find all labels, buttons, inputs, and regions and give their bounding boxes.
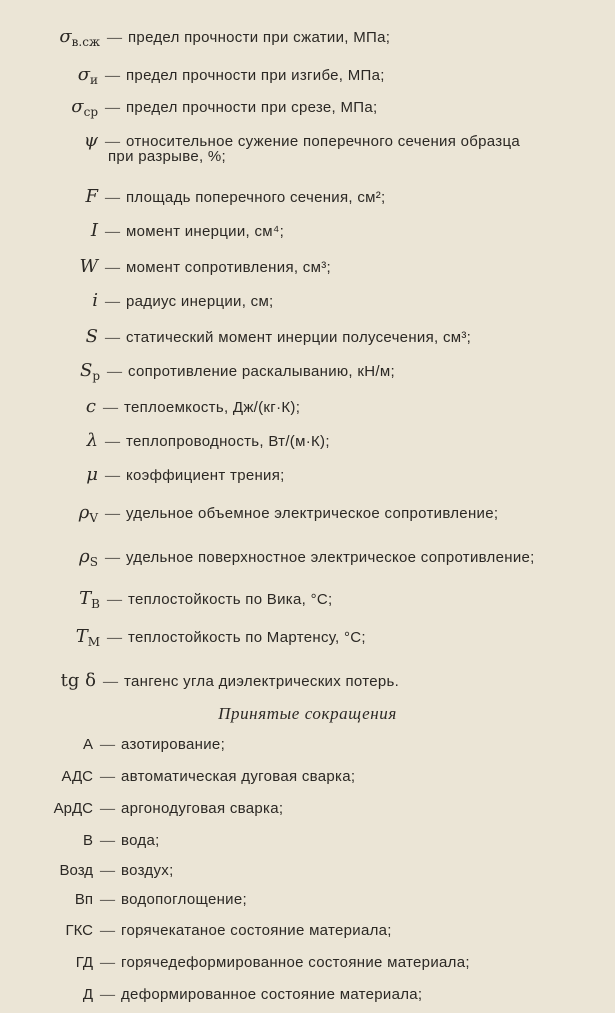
definition-text: теплоемкость, Дж/(кг·К);	[124, 399, 301, 416]
symbol-letter: σ	[71, 96, 84, 117]
abbreviation: АрДС	[53, 800, 93, 817]
symbol-letter: λ	[86, 430, 98, 451]
definition-continuation: при разрыве, %;	[108, 148, 227, 165]
symbol-subscript: S	[89, 555, 98, 569]
symbol-letter: μ	[86, 464, 98, 485]
abbreviation: Вп	[74, 891, 93, 908]
abbreviation: АДС	[61, 768, 93, 785]
dash: —	[105, 68, 120, 84]
symbol-subscript: ср	[83, 105, 98, 119]
abbreviation-definition: воздух;	[121, 862, 174, 879]
dash: —	[100, 892, 115, 908]
abbreviation-definition: водопоглощение;	[121, 891, 247, 908]
symbol-row	[0, 588, 332, 611]
dash: —	[105, 260, 120, 276]
dash: —	[105, 134, 120, 150]
symbol	[0, 64, 98, 87]
dash: —	[103, 674, 118, 690]
symbol-row	[0, 256, 331, 277]
definition-text: теплостойкость по Вика, °С;	[128, 591, 333, 608]
symbol-row	[0, 220, 284, 241]
symbol	[0, 326, 98, 347]
symbol-subscript: М	[87, 635, 100, 649]
definition-text: тангенс угла диэлектрических потерь.	[124, 673, 400, 690]
definition-text: теплостойкость по Мартенсу, °С;	[128, 629, 366, 646]
dash: —	[105, 468, 120, 484]
symbol-letter: i	[92, 290, 98, 311]
abbreviation-definition: азотирование;	[121, 736, 226, 753]
symbol-row	[0, 96, 377, 119]
definition-text: относительное сужение поперечного сечения образца	[126, 133, 520, 150]
definition-text: удельное поверхностное электрическое сопротивление;	[126, 549, 535, 566]
abbreviation-row	[0, 986, 422, 1004]
symbol-row	[0, 360, 395, 383]
symbol	[0, 96, 98, 119]
dash: —	[107, 30, 122, 46]
symbol-subscript: и	[90, 73, 98, 87]
symbol-letter: σ	[77, 64, 90, 85]
abbreviation: А	[82, 736, 93, 753]
dash: —	[100, 801, 115, 817]
abbreviation-definition: горячекатаное состояние материала;	[121, 922, 392, 939]
abbreviation-row	[0, 954, 470, 972]
definition-text: предел прочности при срезе, МПа;	[126, 99, 378, 116]
symbol	[0, 186, 98, 207]
definition-text: статический момент инерции полусечения, см³;	[126, 329, 472, 346]
symbol-subscript: р	[92, 369, 100, 383]
symbol	[0, 670, 96, 691]
dash: —	[100, 769, 115, 785]
abbreviation: Возд	[59, 862, 93, 879]
definition-text: сопротивление раскалыванию, кН/м;	[128, 363, 395, 380]
symbol-row	[0, 502, 498, 525]
symbol	[0, 396, 96, 417]
symbol-letter: ρ	[79, 546, 90, 567]
symbol-letter: σ	[59, 26, 72, 47]
abbreviation-row	[0, 736, 225, 754]
dash: —	[105, 434, 120, 450]
abbreviation-row	[0, 768, 355, 786]
dash: —	[107, 630, 122, 646]
abbreviation-definition: вода;	[121, 832, 160, 849]
symbol-letter: ρ	[78, 502, 90, 523]
definition-text: предел прочности при изгибе, МПа;	[126, 67, 385, 84]
abbreviation-row	[0, 832, 160, 850]
symbol-letter: ψ	[83, 130, 98, 151]
abbreviation-definition: автоматическая дуговая сварка;	[121, 768, 356, 785]
abbreviation-row	[0, 891, 247, 909]
abbreviation: ГД	[75, 954, 93, 971]
symbol-subscript: в.сж	[71, 35, 100, 49]
abbreviation: В	[82, 832, 93, 849]
symbol-letter: T	[75, 626, 88, 647]
dash: —	[100, 737, 115, 753]
dash: —	[105, 330, 120, 346]
symbol	[0, 626, 100, 649]
symbol-row	[0, 626, 366, 649]
definition-text: радиус инерции, см;	[126, 293, 274, 310]
dash: —	[105, 506, 120, 522]
symbol-letter: F	[85, 186, 98, 207]
abbreviation-row	[0, 922, 392, 940]
symbol-row	[0, 546, 535, 569]
abbreviation-row	[0, 800, 283, 818]
symbol-row	[0, 464, 285, 485]
symbol	[0, 464, 98, 485]
symbol-row	[0, 670, 399, 691]
definition-text: удельное объемное электрическое сопротивление;	[126, 505, 499, 522]
symbol-row	[0, 430, 330, 451]
dash: —	[105, 100, 120, 116]
definition-text: площадь поперечного сечения, см²;	[126, 189, 386, 206]
symbol-letter: W	[79, 256, 98, 277]
dash: —	[100, 863, 115, 879]
dash: —	[105, 294, 120, 310]
abbreviation: ГКС	[65, 922, 93, 939]
dash: —	[105, 224, 120, 240]
symbol-row	[0, 326, 471, 347]
symbol	[0, 502, 98, 525]
abbreviation-definition: деформированное состояние материала;	[121, 986, 423, 1003]
definition-text: коэффициент трения;	[126, 467, 285, 484]
symbol-row	[0, 130, 520, 151]
symbol-row	[0, 26, 390, 49]
dash: —	[100, 833, 115, 849]
abbreviation-row	[0, 862, 174, 880]
dash: —	[100, 987, 115, 1003]
definition-text: теплопроводность, Вт/(м·К);	[126, 433, 330, 450]
symbol-row	[0, 64, 385, 87]
symbol	[0, 220, 98, 241]
symbol	[0, 430, 98, 451]
symbol	[0, 360, 100, 383]
symbol	[0, 546, 98, 569]
definition-text: предел прочности при сжатии, МПа;	[128, 29, 391, 46]
symbol-letter: c	[85, 396, 96, 417]
dash: —	[100, 923, 115, 939]
symbol-letter: S	[79, 360, 93, 381]
definition-text: момент сопротивления, см³;	[126, 259, 331, 276]
symbol	[0, 588, 100, 611]
section-heading: Принятые сокращения	[218, 704, 397, 723]
symbol-row	[0, 290, 274, 311]
symbol-letter: S	[85, 326, 98, 347]
dash: —	[107, 364, 122, 380]
symbol-letter: T	[79, 588, 92, 609]
symbol	[0, 256, 98, 277]
dash: —	[103, 400, 118, 416]
symbol-letter: tg δ	[60, 670, 96, 691]
abbreviation-definition: аргонодуговая сварка;	[121, 800, 284, 817]
dash: —	[100, 955, 115, 971]
definition-text: момент инерции, см⁴;	[126, 223, 285, 240]
symbol	[0, 130, 98, 151]
symbol-subscript: В	[91, 597, 100, 611]
symbol-row	[0, 186, 386, 207]
symbol-letter: I	[90, 220, 98, 241]
abbreviation: Д	[82, 986, 93, 1003]
symbol-subscript: V	[89, 511, 98, 525]
dash: —	[105, 190, 120, 206]
dash: —	[105, 550, 120, 566]
abbreviation-definition: горячедеформированное состояние материала;	[121, 954, 470, 971]
symbol-row	[0, 396, 300, 417]
symbol	[0, 26, 100, 49]
symbol	[0, 290, 98, 311]
dash: —	[107, 592, 122, 608]
